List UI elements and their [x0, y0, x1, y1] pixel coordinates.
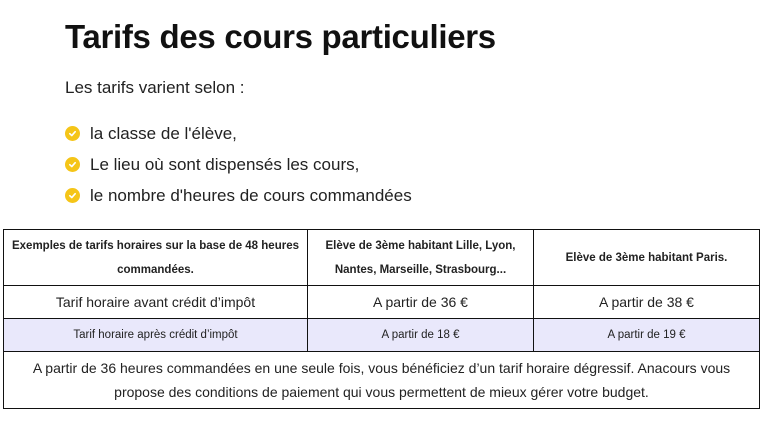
page-title: Tarifs des cours particuliers — [65, 18, 496, 55]
table-header-cell: Exemples de tarifs horaires sur la base de 48 heures commandées. — [4, 230, 308, 286]
check-circle-icon — [65, 188, 80, 203]
table-header-cell: Elève de 3ème habitant Lille, Lyon, Nantes, Marseille, Strasbourg... — [308, 230, 534, 286]
table-row — [4, 286, 760, 319]
list-item-label: Le lieu où sont dispensés les cours, — [90, 154, 360, 174]
table-cell: A partir de 36 € — [308, 286, 534, 319]
table-header-row — [4, 230, 760, 286]
check-circle-icon — [65, 157, 80, 172]
pricing-table — [3, 229, 760, 409]
check-circle-icon — [65, 126, 80, 141]
criteria-list — [65, 118, 412, 211]
table-cell: A partir de 38 € — [534, 286, 760, 319]
list-item-label: la classe de l'élève, — [90, 123, 237, 143]
table-footer-row — [4, 352, 760, 409]
table-cell: Tarif horaire avant crédit d’impôt — [4, 286, 308, 319]
list-item-label: le nombre d'heures de cours commandées — [90, 185, 412, 205]
intro-text: Les tarifs varient selon : — [65, 78, 245, 97]
list-item — [65, 149, 412, 180]
list-item — [65, 180, 412, 211]
table-footer-note: A partir de 36 heures commandées en une seule fois, vous bénéficiez d’un tarif horaire dégressif. Anacours vous propose des conditions de paiement qui vous permettent de mieux gérer votre budget. — [4, 352, 760, 409]
list-item — [65, 118, 412, 149]
table-cell: A partir de 18 € — [308, 319, 534, 352]
table-row — [4, 319, 760, 352]
table-header-cell: Elève de 3ème habitant Paris. — [534, 230, 760, 286]
table-cell: Tarif horaire après crédit d’impôt — [4, 319, 308, 352]
table-cell: A partir de 19 € — [534, 319, 760, 352]
